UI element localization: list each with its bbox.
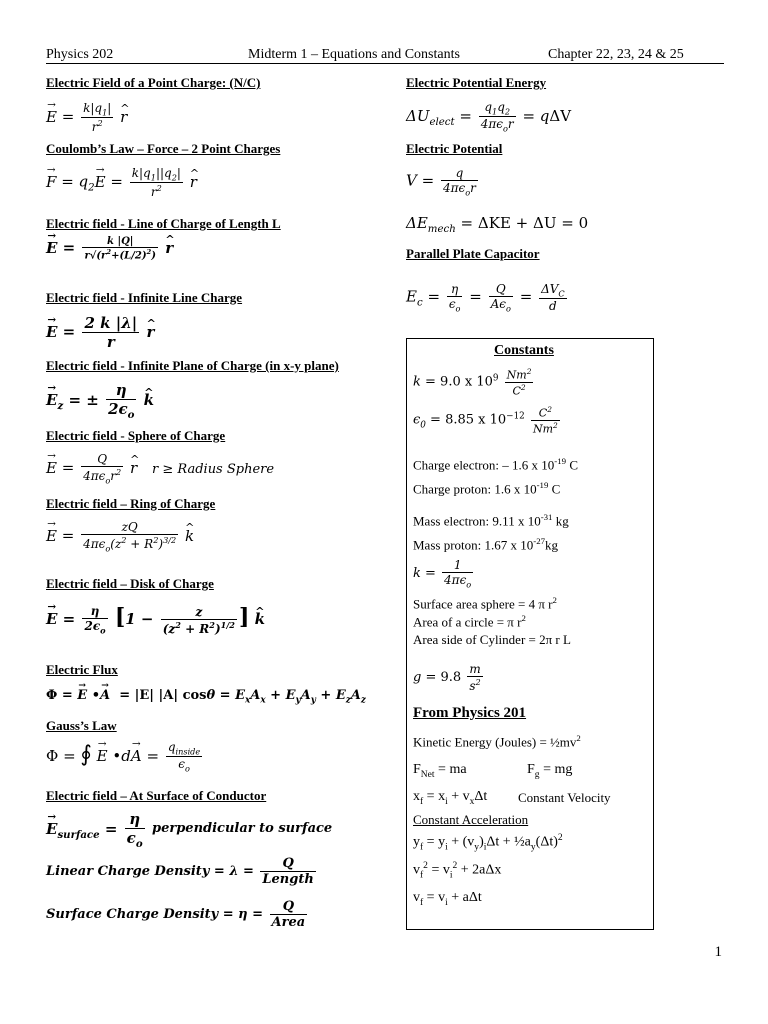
eq-ring: → E = $\frac{zQ}{4\pi\epsilon_o(z^2 + R^2)^{3/2}}$ ^ k xyxy=(46,520,194,553)
heading-infinite-plane: Electric field - Infinite Plane of Charge (in x-y plane) xyxy=(46,358,339,373)
heading-capacitor: Parallel Plate Capacitor xyxy=(406,246,540,261)
header-course: Physics 202 xyxy=(46,47,114,62)
const-position-acc: $y_f = y_i + (v_y)_i\Delta t$ + $\frac{1}{2}a_y(\Delta t)^2$ xyxy=(413,833,563,853)
heading-coulomb: Coulomb’s Law – Force – 2 Point Charges xyxy=(46,141,281,156)
sphere-condition: r ≥ Radius Sphere xyxy=(152,462,275,477)
header-chapters: Chapter 22, 23, 24 & 25 xyxy=(548,47,684,62)
const-velocity-final: $v_f = v_i + a\Delta t$ xyxy=(413,890,482,908)
eq-point-charge: → E = $\frac{k|q_1|}{r^2}$ ^ r xyxy=(46,101,127,134)
heading-disk: Electric field – Disk of Charge xyxy=(46,576,214,591)
header-title: Midterm 1 – Equations and Constants xyxy=(248,47,460,62)
circle-area-text: Area of a circle = π r xyxy=(413,614,522,630)
mass-proton-exp: -27 xyxy=(533,536,546,546)
const-epsilon: $\epsilon_0 = 8.85$ x $10^{-12}$ $\frac{C^2}{Nm^2}$ xyxy=(413,405,558,436)
linear-density-label: Linear Charge Density xyxy=(46,864,210,879)
charge-electron-exp: -19 xyxy=(554,456,567,466)
heading-potential-energy: Electric Potential Energy xyxy=(406,75,547,90)
const-position-velocity: $x_f = x_i + v_x\Delta t$ xyxy=(413,789,488,807)
surface-density-label: Surface Charge Density xyxy=(46,907,219,922)
charge-electron-text: Charge electron: – 1.6 x 10 xyxy=(413,457,555,473)
surface-note: perpendicular to surface xyxy=(152,821,333,836)
const-velocity-label: Constant Velocity xyxy=(518,790,611,805)
eq-linear-density: Linear Charge Density = λ = $\frac{Q}{\text{Length}}$ xyxy=(46,856,314,887)
eq-potential-energy: $\Delta U_{elect}$ = $\frac{q_1q_2}{4\pi\epsilon_or}$ = qΔV xyxy=(406,100,572,134)
const-mass-electron: Mass electron: 9.11 x $10^{-31}$ kg xyxy=(413,512,569,529)
const-cylinder-area: Area side of Cylinder = 2π r L xyxy=(413,632,571,647)
mass-proton-text: Mass proton: 1.67 x 10 xyxy=(413,537,534,553)
heading-sphere: Electric field - Sphere of Charge xyxy=(46,428,226,443)
eq-flux: Φ = → E •→ A = |E| |A| $\cos\theta = E_xA_x + E_yA_y + E_zA_z$ xyxy=(46,688,366,706)
charge-proton-exp: -19 xyxy=(536,480,549,490)
const-circle-area: Area of a circle = π $r^2$ xyxy=(413,613,526,630)
eq-mechanical: $\Delta E_{mech} = \Delta KE + \Delta U = 0$ xyxy=(406,214,589,235)
mech-rhs: ΔKE + ΔU = 0 xyxy=(477,214,589,232)
const-g: g = 9.8 $\frac{m}{s^2}$ xyxy=(413,662,481,693)
heading-flux: Electric Flux xyxy=(46,662,118,677)
const-charge-electron: Charge electron: – 1.6 x $10^{-19}$ C xyxy=(413,456,578,473)
const-kinetic-energy: Kinetic Energy (Joules) = $\frac{1}{2}mv^2$ xyxy=(413,733,581,750)
heading-ring: Electric field – Ring of Charge xyxy=(46,496,216,511)
eq-infinite-plane: → $E_z$ = ± $\frac{\eta}{2\epsilon_o}$ ^ k xyxy=(46,381,154,421)
heading-line-charge: Electric field - Line of Charge of Length L xyxy=(46,216,281,231)
eq-conductor: → $E_{surface}$ = $\frac{\eta}{\epsilon_o}$ xyxy=(46,810,147,850)
mass-electron-exp: -31 xyxy=(540,512,553,522)
eq-capacitor: $E_c$ = $\frac{\eta}{\epsilon_o}$ = $\frac{Q}{A\epsilon_o}$ = $\frac{\Delta V_C}{d}$ xyxy=(406,282,565,314)
heading-conductor: Electric field – At Surface of Conductor xyxy=(46,788,267,803)
heading-infinite-line: Electric field - Infinite Line Charge xyxy=(46,290,243,305)
const-gravity-force: $F_g$ = mg xyxy=(527,762,573,780)
mass-electron-text: Mass electron: 9.11 x 10 xyxy=(413,513,541,529)
const-force-net: $F_{Net}$ = ma xyxy=(413,762,467,780)
kinetic-energy-text: Kinetic Energy (Joules) = ½mv xyxy=(413,734,577,750)
const-k-formula: k = $\frac{1}{4\pi\epsilon_o}$ xyxy=(413,558,472,590)
const-acceleration-label: Constant Acceleration xyxy=(413,812,529,827)
header-rule xyxy=(46,63,724,64)
heading-point-charge: Electric Field of a Point Charge: (N/C) xyxy=(46,75,261,90)
const-mass-proton: Mass proton: 1.67 x $10^{-27}kg$ xyxy=(413,536,559,553)
eq-disk: → E = $\frac{\eta}{2\epsilon_o}$ [1 − $\frac{z}{(z^2 + R^2)^{1/2}}$ ] ^ k xyxy=(46,604,265,636)
page-number: 1 xyxy=(714,944,722,960)
heading-gauss: Gauss’s Law xyxy=(46,718,117,733)
eq-coulomb: → $F = q_2\to E$ = $\frac{k|q_1||q_2|}{r^2}$ ^ r xyxy=(46,166,197,199)
eq-surface-density: Surface Charge Density = η = $\frac{Q}{\text{Area}}$ xyxy=(46,899,306,930)
const-sphere-area: Surface area sphere = 4 π $r^2$ xyxy=(413,595,557,612)
sphere-area-text: Surface area sphere = 4 π r xyxy=(413,596,553,612)
const-velocity-squared: $v_f^2 = v_i^2 + 2a\Delta x$ xyxy=(413,861,502,881)
const-charge-proton: Charge proton: 1.6 x $10^{-19}$ C xyxy=(413,480,561,497)
eq-infinite-line: → E = $\frac{2 k |\lambda|}{r}$ ^ r xyxy=(46,314,154,351)
heading-potential: Electric Potential xyxy=(406,141,503,156)
constants-title: Constants xyxy=(494,343,554,358)
eq-potential: V = $\frac{q}{4\pi\epsilon_or}$ xyxy=(406,166,476,198)
const-k: k = 9.0 x $10^9$ $\frac{Nm^2}{C^2}$ xyxy=(413,367,532,398)
eq-line-charge: → E = $\frac{k |Q|}{r√(r^2+(L/2)^2)}$ ^ r xyxy=(46,236,173,261)
physics201-title: From Physics 201 xyxy=(413,705,527,721)
eq-gauss: Φ = ∮ → E •d→ A = $\frac{q_{inside}}{\epsilon_o}$ xyxy=(46,740,204,774)
eq-sphere: → E = $\frac{Q}{4\pi\epsilon_or^2}$ ^ r xyxy=(46,452,137,485)
charge-proton-text: Charge proton: 1.6 x 10 xyxy=(413,481,537,497)
